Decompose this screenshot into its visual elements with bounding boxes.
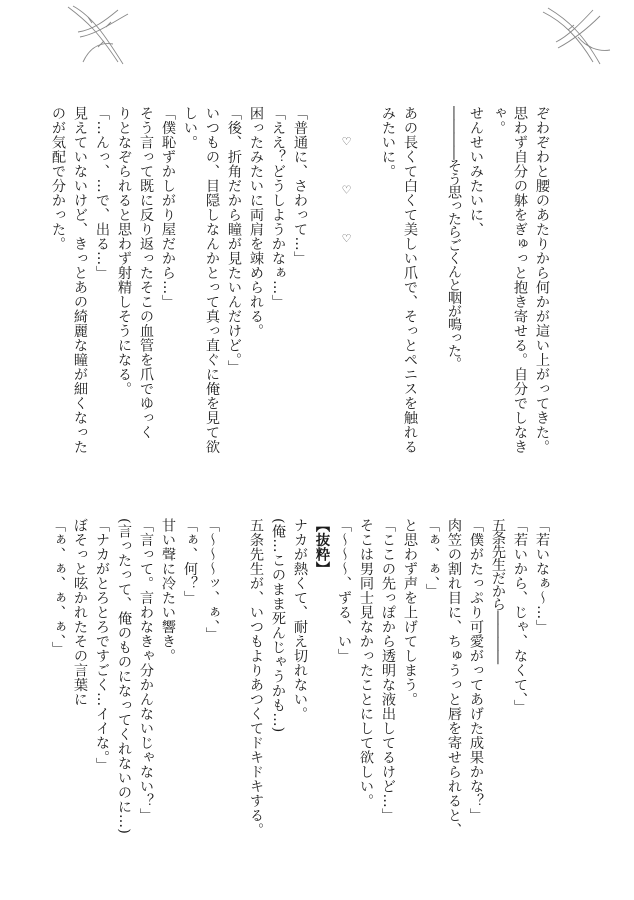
text-line: と思わず声を上げてしまう。 <box>402 518 418 707</box>
thorn-ornament-right <box>538 2 633 72</box>
text-line: 「～～～、ずる、い」 <box>336 518 352 663</box>
text-line: せんせいみたいに、 <box>468 106 484 237</box>
text-line: ナカが熱くて、耐え切れない。 <box>292 518 308 721</box>
text-line: 「後、折角だから瞳が見たいんだけど。」 <box>226 106 242 375</box>
text-line: 「僕恥ずかしがり屋だから…」 <box>160 106 176 309</box>
text-line: りとなぞられると思わず射精しそうになる。 <box>116 106 132 396</box>
thorn-ornament-left <box>58 2 153 72</box>
text-line: 「若いなぁ～…」 <box>534 518 550 634</box>
text-line: 「言って。言わなきゃ分かんないじゃない？」 <box>138 518 154 823</box>
text-line: 「ナカがとろとろですごく…イイな。」 <box>94 518 110 772</box>
text-line: 「ええ？どうしようかなぁ…」 <box>270 106 286 309</box>
text-line: 「ぁ、ぁ、」 <box>424 518 440 598</box>
heart-divider: ♡ ♡ ♡ <box>340 135 353 261</box>
text-line: 「ぁ、ぁ、ぁ、ぁ、」 <box>50 518 66 656</box>
text-line: 困ったみたいに両肩を竦められる。 <box>248 106 264 338</box>
text-line: 「若いから、じゃ、なくて、」 <box>512 518 528 714</box>
text-line: ゃ。 <box>490 106 506 135</box>
text-line: いつもの、目隠しなんかとって真っ直ぐに俺を見て欲 <box>204 106 220 454</box>
text-line: 「ここの先っぽから透明な液出してるけど…」 <box>380 518 396 823</box>
text-line: (言ったって、俺のものになってくれないのに…) <box>116 518 132 835</box>
text-line: 「ぁ、何？」 <box>182 518 198 605</box>
text-line: 見えていないけど、きっとあの綺麗な瞳が細くなった <box>72 106 88 454</box>
text-line: そこは男同士見なかったことにして欲しい。 <box>358 518 374 808</box>
text-line: ぞわぞわと腰のあたりから何かが這い上がってきた。 <box>534 106 550 454</box>
text-line: 「～～～ッ、ぁ、」 <box>204 518 220 642</box>
thorn-ornament-icon <box>538 2 633 72</box>
excerpt-marker: 【抜粋】 <box>314 518 330 576</box>
text-line: のが気配で分かった。 <box>50 106 66 251</box>
text-line: 肉笠の割れ目に、ちゅうっと唇を寄せられると、 <box>446 518 462 837</box>
text-line: 思わず自分の躰をぎゅっと抱き寄せる。自分でしなき <box>512 106 528 454</box>
text-line: そう言って既に反り返ったそこの血管を爪でゆっく <box>138 106 154 440</box>
text-line: みたいに。 <box>380 106 396 179</box>
text-line: (俺…このまま死んじゃうかも…) <box>270 518 286 733</box>
thorn-ornament-icon <box>58 2 153 72</box>
text-line: ――――そう思ったらごくんと咽が鳴った。 <box>446 106 462 370</box>
text-line: 「普通に、さわって…」 <box>292 106 308 266</box>
text-line: 甘い聲に冷たい響き。 <box>160 518 176 663</box>
text-line: 「…んっ、…で、出る…」 <box>94 106 110 280</box>
text-line: しい。 <box>182 106 198 150</box>
text-line: 「僕がたっぷり可愛がってあげた成果かな？」 <box>468 518 484 823</box>
text-line: ぼそっと呟かれたその言葉に <box>72 518 88 707</box>
text-line: あの長くて白くて美しい爪で、そっとペニスを触れる <box>402 106 418 454</box>
text-line: 五条先生だから―――― <box>490 518 506 664</box>
text-line: 五条先生が、いつもよりあつくてドキドキする。 <box>248 518 264 837</box>
